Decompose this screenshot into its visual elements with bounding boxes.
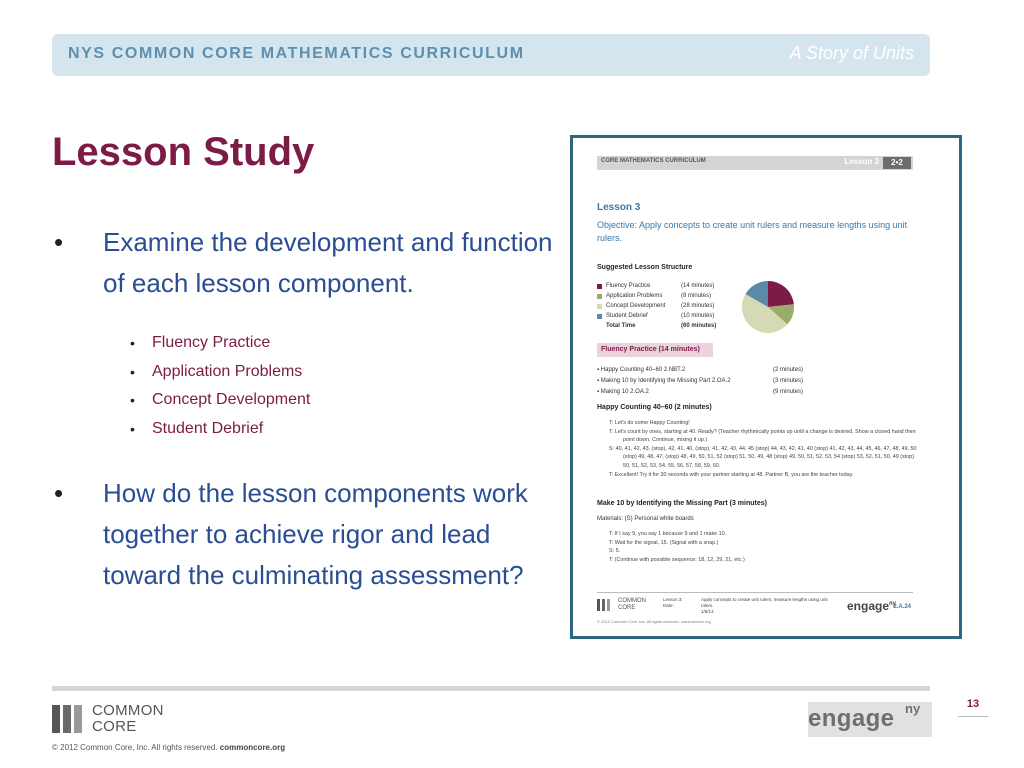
- thumbnail-footer-logo-text: COMMON CORE: [618, 598, 646, 611]
- page-number: 13: [966, 698, 980, 710]
- thumbnail-header-title: CORE MATHEMATICS CURRICULUM: [601, 158, 706, 164]
- sub-bullet-text: Application Problems: [152, 362, 303, 380]
- sub-bullet-item: [130, 329, 562, 358]
- lesson-page-thumbnail: [570, 135, 962, 639]
- activity-minutes: (2 minutes): [773, 367, 804, 373]
- bullet-dot-icon: •: [130, 392, 135, 409]
- dialogue-line: T: (Continue with possible sequence: 18, 12, 29, 21, etc.): [609, 556, 745, 563]
- total-label: Total Time: [606, 323, 636, 329]
- bullet-text: How do the lesson components work together to achieve rigor and lead toward the culminating assessment?: [103, 478, 528, 591]
- thumbnail-header-lesson: Lesson 3: [844, 157, 879, 166]
- thumbnail-structure-title: Suggested Lesson Structure: [597, 264, 693, 271]
- thumbnail-engageny-logo: engage$^{ny}$: [847, 599, 897, 613]
- component-row: [597, 311, 747, 321]
- sub-bullet-list: [52, 329, 562, 443]
- thumbnail-page-code: 2.A.24: [893, 604, 911, 610]
- sub-bullet-item: [130, 358, 562, 387]
- bullet-item: [52, 222, 562, 304]
- thumbnail-objective: Objective: Apply concepts to create unit rulers and measure lengths using unit rulers.: [597, 220, 908, 243]
- component-name: Concept Development: [606, 303, 666, 309]
- activity-minutes: (3 minutes): [773, 378, 804, 384]
- activity-minutes: (9 minutes): [773, 389, 804, 395]
- copyright-notice: © 2012 Common Core, Inc. All rights reserved. commoncore.org: [52, 743, 286, 752]
- dialogue-line: T: Let's do some Happy Counting!: [609, 420, 690, 426]
- section-heading: Happy Counting 40–60 (2 minutes): [597, 404, 712, 411]
- component-name: Application Problems: [606, 293, 663, 299]
- section-heading: Make 10 by Identifying the Missing Part (3 minutes): [597, 500, 767, 507]
- bullet-text: Examine the development and function of each lesson component.: [103, 227, 553, 298]
- component-row: [597, 291, 747, 301]
- lesson-structure-pie-chart: [733, 272, 803, 342]
- activity-row: ▪ Making 10 by Identifying the Missing Part 2.OA.2 (3 minutes): [597, 376, 809, 387]
- materials-line: Materials: (S) Personal white boards: [597, 516, 694, 522]
- dialogue-line: S: 40, 41, 42, 43, (stop), 42, 41, 40, (stop), 41, 42, 43, 44, 45 (stop) 44, 43, 42, 41, 40 (stop) 41, 42, 43, 44, 45, 46, 47, 48, 49, 50 (stop) 49, 48, 47, (stop) 48, 49, 50, 51, 52 (stop) 51, 50, 49, 48 (stop) 49, 50, 51, 52, 53, 54 (stop) 53, 52, 51, 50, 49 (stop) 50, 51, 52, 53, 54, 55, 56, 57, 58, 59, 60.: [609, 445, 917, 469]
- dialogue-line: S: 5.: [609, 548, 621, 555]
- pie-slice: [768, 281, 794, 307]
- activity-text: Making 10 2.OA.2: [600, 389, 649, 395]
- common-core-logo-icon: [52, 705, 88, 733]
- total-minutes: (60 minutes): [681, 323, 717, 329]
- thumbnail-footer-meta-values: Apply concepts to create unit rulers, measure lengths using unit rulers. 1/8/13: [701, 597, 828, 614]
- bullet-dot-icon: •: [54, 227, 64, 257]
- activity-text: Happy Counting 40–60 2.NBT.2: [600, 367, 686, 373]
- bullet-dot-icon: •: [130, 335, 135, 351]
- thumbnail-component-list: [597, 281, 747, 331]
- header-banner: [52, 34, 930, 76]
- component-minutes: (28 minutes): [681, 303, 715, 309]
- dialogue-line: T: If I say 9, you say 1 because 9 and 1 make 10.: [609, 531, 727, 537]
- curriculum-subtitle: A Story of Units: [789, 43, 914, 63]
- engageny-logo: engage ny: [808, 702, 932, 737]
- sub-bullet-item: [130, 415, 562, 444]
- activity-row: ▪ Happy Counting 40–60 2.NBT.2 (2 minutes): [597, 365, 809, 376]
- dialogue-line: T: Excellent! Try it for 30 seconds with your partner starting at 48. Partner B, you are the teacher today.: [609, 471, 854, 478]
- thumbnail-copyright: © 2012 Common Core, Inc. All rights reserved. commoncore.org: [597, 619, 711, 624]
- thumbnail-header: [597, 156, 913, 170]
- component-row: [597, 281, 747, 291]
- sub-bullet-text: Student Debrief: [152, 419, 264, 437]
- activity-row: ▪ Making 10 2.OA.2 (9 minutes): [597, 387, 809, 398]
- slide-title: Lesson Study: [52, 130, 315, 174]
- legend-swatch: [597, 294, 602, 299]
- activity-text: Making 10 by Identifying the Missing Part 2.OA.2: [600, 378, 731, 384]
- component-name: Fluency Practice: [606, 283, 651, 289]
- legend-swatch: [597, 304, 602, 309]
- bullet-list: [52, 222, 562, 596]
- sub-bullet-text: Fluency Practice: [152, 334, 271, 351]
- legend-swatch: [597, 284, 602, 289]
- total-row: [597, 321, 747, 331]
- component-minutes: (10 minutes): [681, 313, 715, 319]
- footer-divider: [52, 686, 930, 691]
- thumbnail-footer-meta-labels: Lesson 3: Date:: [663, 597, 683, 608]
- component-row: [597, 301, 747, 311]
- page-number-rule: [958, 716, 988, 717]
- thumbnail-header-tag: 2•2: [883, 157, 911, 169]
- bullet-item: [52, 473, 562, 596]
- fluency-heading: Fluency Practice (14 minutes): [597, 343, 713, 357]
- component-minutes: (14 minutes): [681, 283, 715, 289]
- legend-swatch: [597, 314, 602, 319]
- dialogue-lines: [609, 530, 921, 564]
- bullet-dot-icon: •: [130, 420, 135, 437]
- sub-bullet-text: Concept Development: [152, 391, 311, 409]
- dialogue-line: T: Let's count by ones, starting at 40. Ready? (Teacher rhythmically points up until a change is desired. Show a closed hand then point down. Continue, mixing it up.): [609, 428, 916, 444]
- dialogue-lines: [609, 419, 921, 479]
- common-core-logo-icon: [597, 599, 615, 611]
- component-name: Student Debrief: [606, 313, 648, 319]
- dialogue-line: T: Wait for the signal, 15. (Signal with a snap.): [609, 539, 719, 546]
- common-core-logo-text: COMMON CORE: [92, 702, 164, 735]
- curriculum-title: NYS COMMON CORE MATHEMATICS CURRICULUM: [68, 45, 525, 62]
- sub-bullet-item: [130, 386, 562, 415]
- thumbnail-footer: [597, 592, 913, 614]
- thumbnail-lesson-title: Lesson 3: [597, 202, 641, 213]
- fluency-activity-list: [597, 365, 809, 398]
- bullet-dot-icon: •: [130, 363, 135, 380]
- component-minutes: (8 minutes): [681, 293, 712, 299]
- bullet-dot-icon: •: [54, 478, 64, 509]
